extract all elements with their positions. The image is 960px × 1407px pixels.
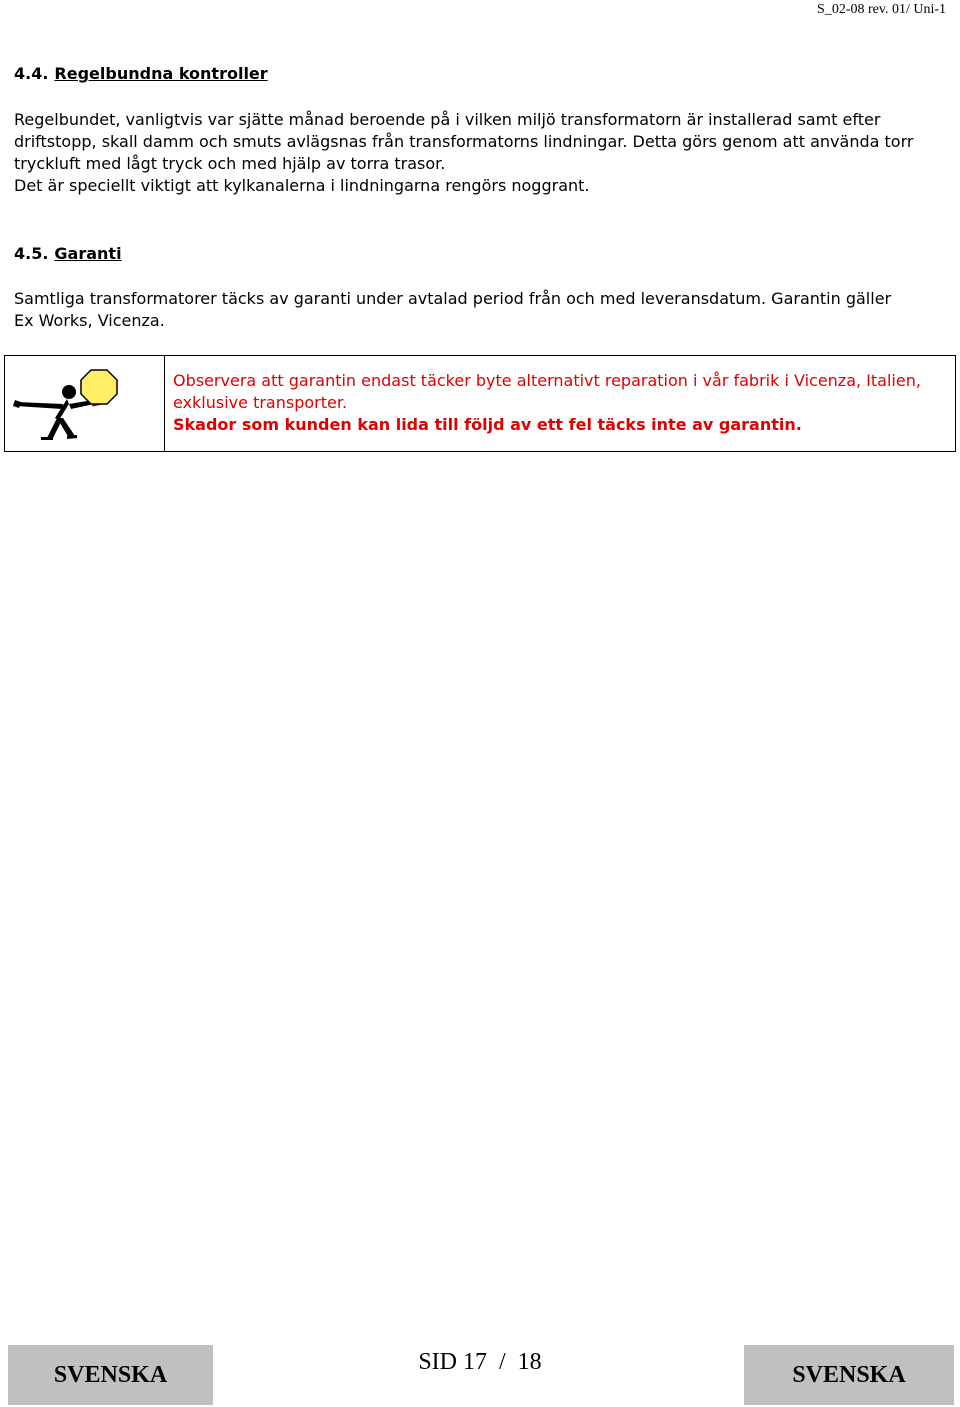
stop-sign-figure-icon xyxy=(11,366,141,442)
paragraph-line: Samtliga transformatorer täcks av garanti under avtalad period från och med leveransdatum. Garantin gäller xyxy=(14,289,892,308)
warranty-notice-box xyxy=(4,355,956,452)
section-4-5-body xyxy=(14,288,949,332)
footer-language-label: SVENSKA xyxy=(792,1361,906,1388)
notice-line: exklusive transporter. xyxy=(173,393,348,412)
notice-line: Observera att garantin endast täcker byte alternativt reparation i vår fabrik i Vicenza, Italien, xyxy=(173,371,921,390)
paragraph-line: driftstopp, skall damm och smuts avlägsnas från transformatorns lindningar. Detta görs genom att använda torr xyxy=(14,132,914,151)
notice-warning-line: Skador som kunden kan lida till följd av ett fel täcks inte av garantin. xyxy=(173,415,802,434)
section-number: 4.5. xyxy=(14,244,49,263)
footer-page-number xyxy=(300,1345,660,1379)
section-title: Regelbundna kontroller xyxy=(54,64,268,83)
notice-text xyxy=(173,370,948,436)
notice-icon-cell xyxy=(5,356,165,451)
footer-language-label: SVENSKA xyxy=(53,1361,168,1388)
document-reference: S_02-08 rev. 01/ Uni-1 xyxy=(817,2,946,17)
paragraph-line: Regelbundet, vanligtvis var sjätte månad beroende på i vilken miljö transformatorn är installerad samt efter xyxy=(14,110,881,129)
section-4-4-body xyxy=(14,109,949,197)
section-title: Garanti xyxy=(54,244,122,263)
section-4-4-heading xyxy=(14,64,268,83)
paragraph-line: Ex Works, Vicenza. xyxy=(14,311,165,330)
footer-language-left xyxy=(8,1345,213,1405)
footer-language-right xyxy=(744,1345,954,1405)
paragraph-line: Det är speciellt viktigt att kylkanalerna i lindningarna rengörs noggrant. xyxy=(14,176,590,195)
page-number-label: SID 17 / 18 xyxy=(418,1348,542,1375)
section-number: 4.4. xyxy=(14,64,49,83)
paragraph-line: tryckluft med lågt tryck och med hjälp av torra trasor. xyxy=(14,154,446,173)
section-4-5-heading xyxy=(14,244,122,263)
